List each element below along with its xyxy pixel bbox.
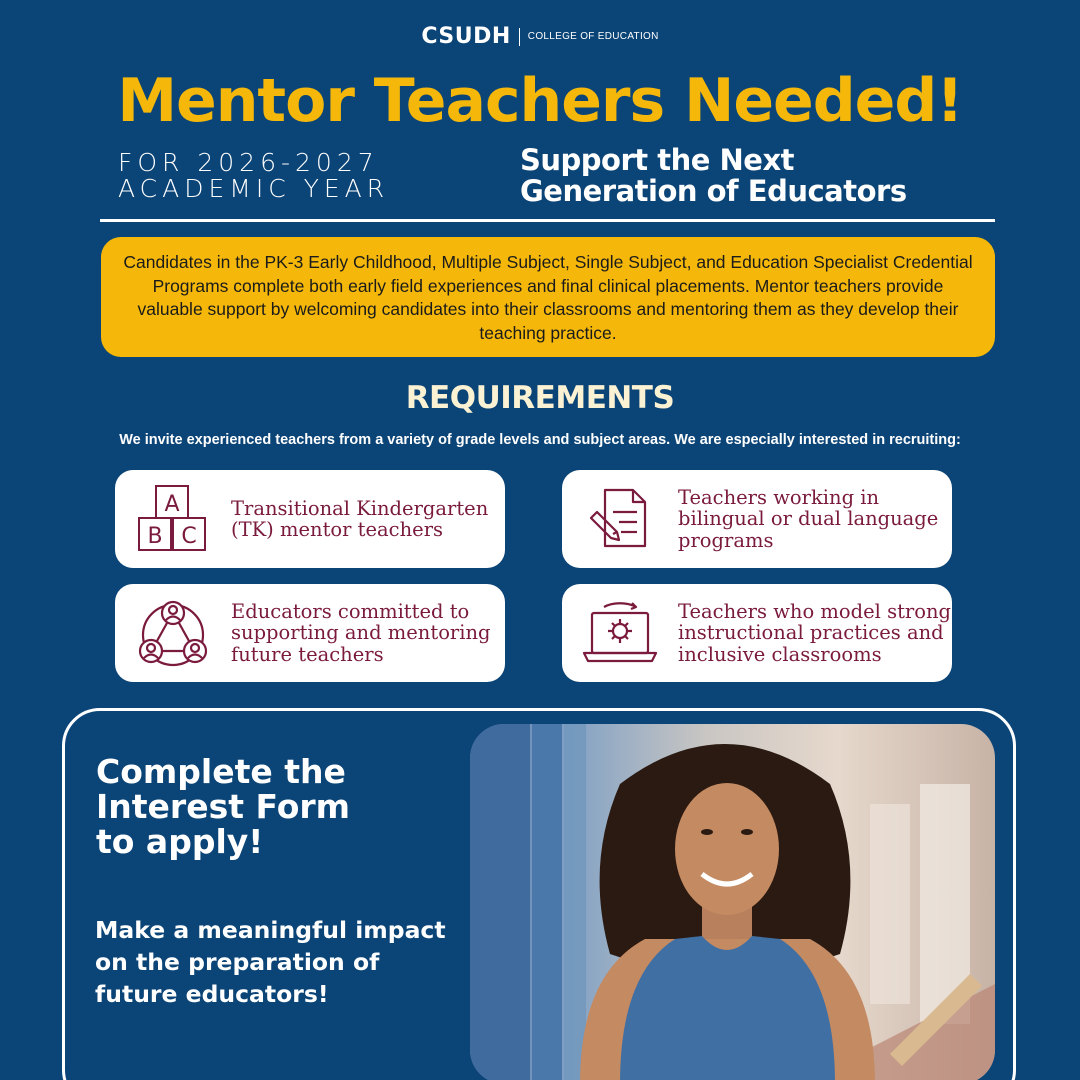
cta-subtitle: Make a meaningful impact on the preparation of future educators! bbox=[95, 916, 446, 1008]
headline: Mentor Teachers Needed! bbox=[117, 66, 963, 136]
requirement-card-instructional bbox=[562, 584, 952, 682]
requirement-card-mentoring bbox=[115, 584, 505, 682]
svg-text:A: A bbox=[164, 492, 180, 517]
document-pencil-icon bbox=[562, 470, 678, 568]
logo-divider bbox=[519, 28, 520, 46]
csudh-logo bbox=[0, 24, 1080, 49]
requirement-card-bilingual bbox=[562, 470, 952, 568]
support-tagline bbox=[520, 145, 907, 207]
logo-college: COLLEGE OF EDUCATION bbox=[527, 31, 659, 42]
support-line-1: Support the Next bbox=[520, 143, 795, 177]
people-network-icon bbox=[115, 584, 231, 682]
card-text: Educators committed to supporting and mentoring future teachers bbox=[231, 599, 491, 666]
requirements-subtitle: We invite experienced teachers from a variety of grade levels and subject areas. We are especially interested in recruiting: bbox=[119, 432, 961, 448]
svg-text:C: C bbox=[181, 524, 197, 549]
card-text: Teachers who model strong instructional practices and inclusive classrooms bbox=[678, 599, 952, 666]
requirements-title: REQUIREMENTS bbox=[405, 380, 675, 416]
abc-blocks-icon bbox=[115, 470, 231, 568]
laptop-gear-icon bbox=[562, 584, 678, 682]
cta-title: Complete the Interest Form to apply! bbox=[96, 752, 351, 861]
card-text: Teachers working in bilingual or dual language programs bbox=[678, 485, 939, 552]
academic-year bbox=[118, 150, 389, 202]
card-text: Transitional Kindergarten (TK) mentor teachers bbox=[231, 496, 489, 541]
intro-box: Candidates in the PK-3 Early Childhood, Multiple Subject, Single Subject, and Education Specialist Credential Programs complete both early field experiences and final clinical placements. Mentor teachers provide valuable support by welcoming candidates into their classrooms and mentoring them as they develop their teaching practice. bbox=[101, 237, 995, 357]
logo-mark: CSUDH bbox=[421, 24, 511, 49]
year-line-1: FOR 2026-2027 bbox=[118, 148, 379, 177]
year-line-2: ACADEMIC YEAR bbox=[118, 174, 390, 203]
svg-text:B: B bbox=[147, 524, 163, 549]
requirement-card-tk bbox=[115, 470, 505, 568]
divider-rule bbox=[100, 219, 995, 222]
teacher-photo bbox=[470, 724, 995, 1080]
support-line-2: Generation of Educators bbox=[520, 174, 907, 208]
